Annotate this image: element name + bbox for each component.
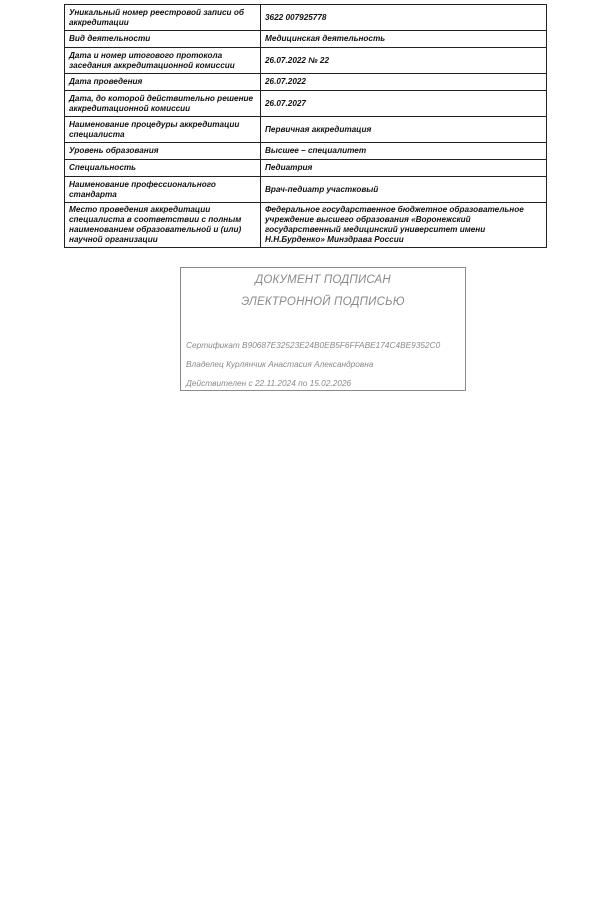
row-value: 3622 007925778 [261, 5, 547, 31]
row-value: Педиатрия [261, 160, 547, 177]
row-value: Медицинская деятельность [261, 31, 547, 48]
row-label: Специальность [65, 160, 261, 177]
row-value: Федеральное государственное бюджетное образовательное учреждение высшего образования «Воронежский государственный медицинский университет имени Н.Н.Бурденко» Минздрава России [261, 203, 547, 248]
row-label: Наименование профессионального стандарта [65, 177, 261, 203]
row-value: Первичная аккредитация [261, 117, 547, 143]
table-row [65, 177, 547, 203]
row-label: Дата, до которой действительно решение аккредитационной комиссии [65, 91, 261, 117]
row-value: Высшее – специалитет [261, 143, 547, 160]
row-label: Место проведения аккредитации специалиста в соответствии с полным наименованием образовательной и (или) научной организации [65, 203, 261, 248]
table-row [65, 203, 547, 248]
stamp-certificate: Сертификат B90687E32523E24B0EB5F6FFABE174C4BE9352C0 [186, 340, 441, 350]
table-row [65, 48, 547, 74]
table-row [65, 117, 547, 143]
table-row [65, 160, 547, 177]
table-row [65, 31, 547, 48]
stamp-owner: Владелец Курлянчик Анастасия Александровна [186, 359, 374, 369]
table-row [65, 91, 547, 117]
electronic-signature-stamp [180, 267, 466, 391]
row-label: Наименование процедуры аккредитации специалиста [65, 117, 261, 143]
row-value: 26.07.2027 [261, 91, 547, 117]
stamp-title-line1: ДОКУМЕНТ ПОДПИСАН [255, 274, 391, 286]
table-row [65, 5, 547, 31]
accreditation-table [64, 4, 547, 248]
row-value: 26.07.2022 [261, 74, 547, 91]
table-row [65, 74, 547, 91]
row-value: 26.07.2022 № 22 [261, 48, 547, 74]
row-label: Дата и номер итогового протокола заседания аккредитационной комиссии [65, 48, 261, 74]
table-row [65, 143, 547, 160]
row-label: Уровень образования [65, 143, 261, 160]
row-label: Дата проведения [65, 74, 261, 91]
row-value: Врач-педиатр участковый [261, 177, 547, 203]
stamp-validity: Действителен с 22.11.2024 по 15.02.2026 [186, 378, 352, 388]
row-label: Уникальный номер реестровой записи об аккредитации [65, 5, 261, 31]
row-label: Вид деятельности [65, 31, 261, 48]
stamp-title-line2: ЭЛЕКТРОННОЙ ПОДПИСЬЮ [241, 296, 405, 308]
